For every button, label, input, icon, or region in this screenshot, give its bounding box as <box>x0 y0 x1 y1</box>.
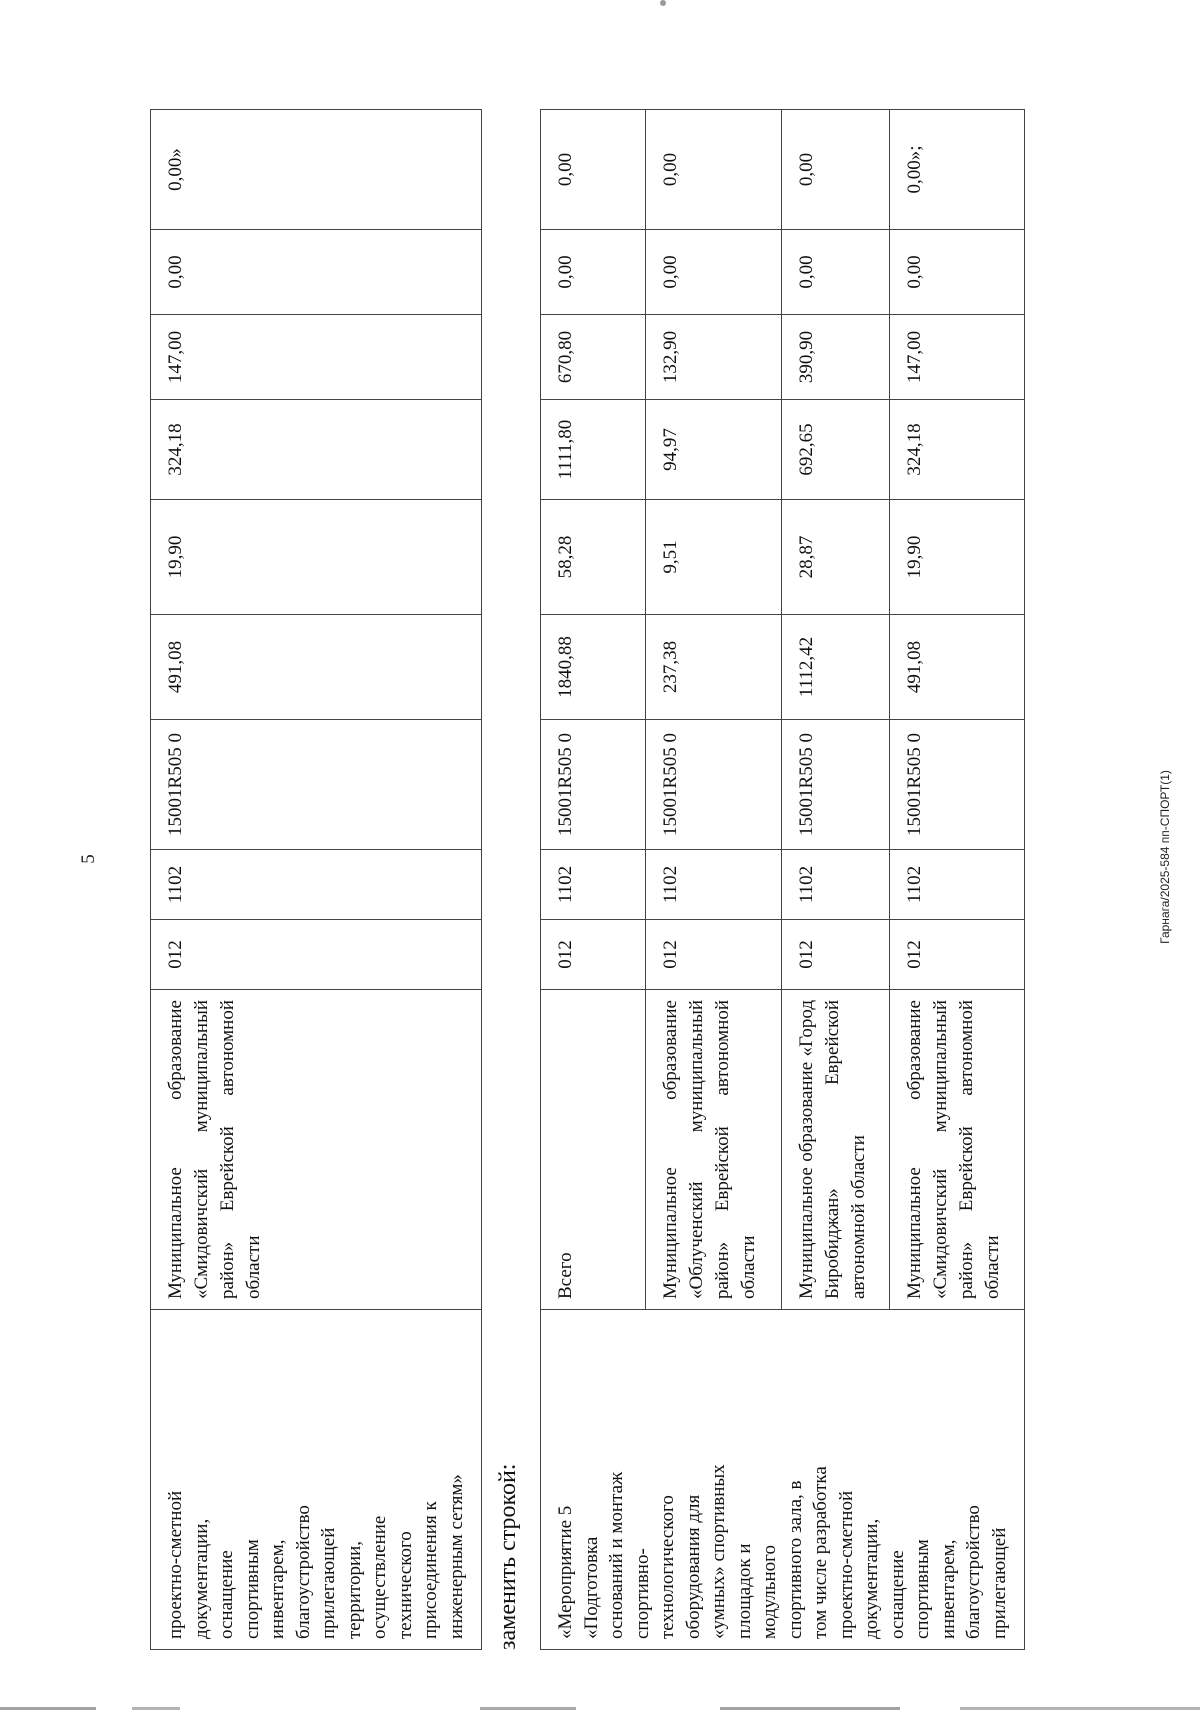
description-line: спортивным <box>912 1539 933 1639</box>
description-line: осуществление <box>369 1515 390 1639</box>
value-cell: 237,38 <box>645 615 781 720</box>
document-footer: Гарнага/2025-584 пп-СПОРТ(1) <box>1158 770 1172 944</box>
event-description-cell <box>541 1310 1025 1650</box>
code-cell: 15001R505 0 <box>151 720 482 850</box>
code-cell: 1102 <box>541 850 646 920</box>
description-line: «Мероприятие 5 <box>555 1505 576 1639</box>
description-line: проектно-сметной <box>165 1490 186 1639</box>
code-cell: 1102 <box>781 850 889 920</box>
description-line: оснащение <box>886 1550 908 1639</box>
description-line: технического <box>394 1531 416 1639</box>
page-number: 5 <box>78 854 99 864</box>
description-line: территории, <box>343 1540 365 1639</box>
code-cell: 012 <box>151 920 482 990</box>
recipient-cell: Муниципальное образование «Смидовичский муниципальный район» Еврейской автономной области <box>151 990 482 1310</box>
value-cell: 0,00» <box>151 110 482 230</box>
scan-edge <box>0 1707 1200 1710</box>
description-line: технологического <box>657 1495 678 1639</box>
value-cell: 324,18 <box>151 400 482 500</box>
code-cell: 012 <box>645 920 781 990</box>
description-line: инвентарем, <box>937 1539 959 1639</box>
value-cell: 0,00 <box>645 110 781 230</box>
value-cell: 19,90 <box>889 500 1024 615</box>
value-cell: 0,00 <box>645 230 781 315</box>
value-cell: 390,90 <box>781 315 889 400</box>
table-previous-row <box>150 109 482 1650</box>
value-cell: 0,00 <box>781 230 889 315</box>
value-cell: 1112,42 <box>781 615 889 720</box>
recipient-cell: Муниципальное образование «Город Биробиджан» Еврейской автономной области <box>781 990 889 1310</box>
value-cell: 0,00 <box>541 230 646 315</box>
value-cell: 0,00 <box>889 230 1024 315</box>
code-cell: 1102 <box>151 850 482 920</box>
value-cell: 324,18 <box>889 400 1024 500</box>
value-cell: 692,65 <box>781 400 889 500</box>
value-cell: 0,00 <box>541 110 646 230</box>
event-description-cell <box>151 1310 482 1650</box>
description-line: спортивного зала, в <box>784 1480 806 1639</box>
value-cell: 0,00 <box>781 110 889 230</box>
description-line: модульного <box>759 1545 780 1639</box>
description-line: присоединения к <box>420 1501 441 1639</box>
code-cell: 15001R505 0 <box>645 720 781 850</box>
recipient-cell: Муниципальное образование «Смидовичский муниципальный район» Еврейской автономной области <box>889 990 1024 1310</box>
code-cell: 15001R505 0 <box>541 720 646 850</box>
rotated-content <box>150 110 1100 1650</box>
description-line: том числе разработка <box>810 1466 831 1639</box>
description-line: благоустройство <box>292 1505 314 1639</box>
description-line: «умных» спортивных <box>708 1464 729 1639</box>
description-line: документации, <box>190 1518 212 1639</box>
description-line: инженерным сетям» <box>445 1474 467 1639</box>
code-cell: 012 <box>541 920 646 990</box>
description-line: проектно-сметной <box>835 1490 857 1639</box>
value-cell: 58,28 <box>541 500 646 615</box>
code-cell: 15001R505 0 <box>889 720 1024 850</box>
description-line: «Подготовка <box>580 1536 602 1639</box>
value-cell: 28,87 <box>781 500 889 615</box>
value-cell: 0,00 <box>151 230 482 315</box>
description-line: спортивно- <box>631 1548 653 1639</box>
value-cell: 147,00 <box>151 315 482 400</box>
value-cell: 0,00»; <box>889 110 1024 230</box>
value-cell: 1840,88 <box>541 615 646 720</box>
description-line: благоустройство <box>963 1505 984 1639</box>
code-cell: 012 <box>889 920 1024 990</box>
code-cell: 012 <box>781 920 889 990</box>
value-cell: 9,51 <box>645 500 781 615</box>
description-line: прилегающей <box>318 1527 339 1639</box>
code-cell: 15001R505 0 <box>781 720 889 850</box>
value-cell: 147,00 <box>889 315 1024 400</box>
code-cell: 1102 <box>645 850 781 920</box>
description-line: оснований и монтаж <box>606 1471 627 1639</box>
description-line: оборудования для <box>682 1494 704 1639</box>
description-line: спортивным <box>241 1539 263 1639</box>
value-cell: 94,97 <box>645 400 781 500</box>
description-line: документации, <box>861 1518 882 1639</box>
table-row <box>541 110 646 1650</box>
recipient-cell: Всего <box>541 990 646 1310</box>
recipient-cell: Муниципальное образование «Облученский муниципальный район» Еврейской автономной области <box>645 990 781 1310</box>
table-row <box>151 110 482 1650</box>
description-line: площадок и <box>733 1543 755 1639</box>
replace-label: заменить строкой: <box>495 1463 521 1650</box>
table-replacement <box>540 109 1025 1650</box>
value-cell: 1111,80 <box>541 400 646 500</box>
scan-mark <box>660 0 666 6</box>
value-cell: 491,08 <box>889 615 1024 720</box>
code-cell: 1102 <box>889 850 1024 920</box>
description-line: прилегающей <box>988 1527 1010 1639</box>
value-cell: 132,90 <box>645 315 781 400</box>
description-line: оснащение <box>216 1550 237 1639</box>
description-line: инвентарем, <box>267 1539 288 1639</box>
value-cell: 491,08 <box>151 615 482 720</box>
value-cell: 19,90 <box>151 500 482 615</box>
value-cell: 670,80 <box>541 315 646 400</box>
